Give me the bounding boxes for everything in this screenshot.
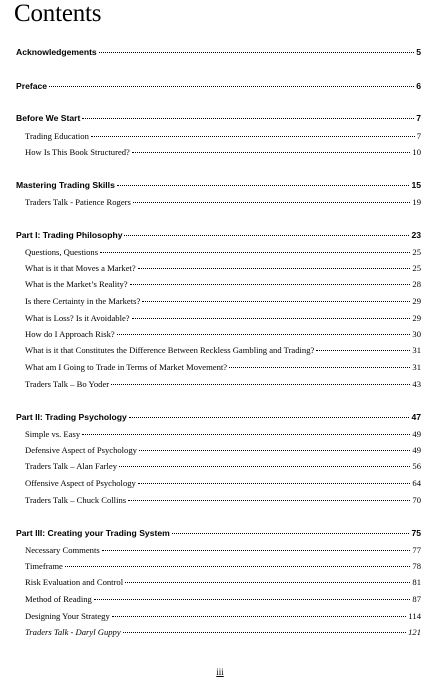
dot-leader [129, 417, 410, 418]
toc-entry[interactable] [25, 429, 421, 439]
toc-entry-page: 5 [416, 47, 421, 57]
toc-entry-page: 87 [412, 594, 421, 604]
dot-leader [125, 582, 410, 583]
toc-entry[interactable] [25, 445, 421, 455]
dot-leader [124, 235, 409, 236]
toc-entry[interactable] [25, 147, 421, 157]
dot-leader [82, 434, 410, 435]
toc-entry[interactable] [16, 180, 421, 190]
toc-entry-label: Part III: Creating your Trading System [16, 528, 170, 538]
toc-entry-page: 25 [412, 263, 421, 273]
dot-leader [112, 616, 407, 617]
toc-entry-label: Part I: Trading Philosophy [16, 230, 123, 240]
toc-entry-page: 23 [411, 230, 421, 240]
toc-entry-label: Preface [16, 81, 48, 91]
dot-leader [91, 136, 415, 137]
page-number: iii [216, 667, 224, 677]
toc-entry-page: 70 [412, 495, 421, 505]
toc-entry-page: 31 [412, 362, 421, 372]
toc-entry[interactable] [25, 345, 421, 355]
toc-entry-page: 81 [412, 577, 421, 587]
toc-entry-label: Designing Your Strategy [25, 611, 110, 621]
toc-entry-label: Necessary Comments [25, 545, 100, 555]
toc-entry-label: Trading Education [25, 131, 89, 141]
toc-entry-page: 30 [412, 329, 421, 339]
toc-entry-page: 7 [416, 113, 421, 123]
toc-entry-page: 31 [412, 345, 421, 355]
toc-entry-page: 7 [416, 131, 421, 141]
toc-entry[interactable] [25, 545, 421, 555]
dot-leader [102, 550, 411, 551]
toc-entry-label: Traders Talk – Alan Farley [25, 461, 118, 471]
toc-entry[interactable] [25, 263, 421, 273]
toc-entry[interactable] [25, 247, 421, 257]
dot-leader [82, 118, 414, 119]
dot-leader [123, 632, 406, 633]
toc-entry-label: Traders Talk - Patience Rogers [25, 197, 131, 207]
toc-entry[interactable] [25, 296, 421, 306]
toc-entry-label: Traders Talk – Bo Yoder [25, 379, 110, 389]
dot-leader [132, 318, 411, 319]
dot-leader [138, 268, 411, 269]
toc-entry[interactable] [16, 81, 421, 91]
toc-entry-page: 78 [412, 561, 421, 571]
toc-entry-page: 49 [412, 429, 421, 439]
toc-entry-label: Traders Talk - Daryl Guppy [25, 627, 121, 637]
toc-entry-page: 15 [411, 180, 421, 190]
toc-entry-label: Traders Talk – Chuck Collins [25, 495, 127, 505]
toc-entry-page: 114 [408, 611, 421, 621]
toc-entry[interactable] [16, 412, 421, 422]
toc-entry-label: Defensive Aspect of Psychology [25, 445, 137, 455]
toc-entry[interactable] [16, 47, 421, 57]
toc-entry-page: 49 [412, 445, 421, 455]
toc-entry-page: 77 [412, 545, 421, 555]
toc-entry-label: Questions, Questions [25, 247, 99, 257]
toc-entry[interactable] [25, 279, 421, 289]
toc-entry-label: What is it that Moves a Market? [25, 263, 136, 273]
toc-entry-page: 64 [412, 478, 421, 488]
toc-entry[interactable] [25, 577, 421, 587]
toc-entry[interactable] [25, 131, 421, 141]
dot-leader [94, 599, 411, 600]
toc-entry[interactable] [16, 528, 421, 538]
dot-leader [138, 483, 411, 484]
toc-entry-page: 29 [412, 296, 421, 306]
toc-entry[interactable] [25, 329, 421, 339]
dot-leader [172, 533, 410, 534]
dot-leader [65, 566, 411, 567]
toc-entry-page: 47 [411, 412, 421, 422]
page-title: Contents [14, 0, 102, 27]
toc-entry-page: 28 [412, 279, 421, 289]
toc-entry[interactable] [25, 197, 421, 207]
toc-entry-label: Part II: Trading Psychology [16, 412, 127, 422]
dot-leader [100, 252, 410, 253]
dot-leader [49, 86, 414, 87]
toc-entry-label: What am I Going to Trade in Terms of Market Movement? [25, 362, 228, 372]
toc-entry-label: Simple vs. Easy [25, 429, 81, 439]
dot-leader [142, 301, 410, 302]
dot-leader [128, 500, 410, 501]
dot-leader [139, 450, 410, 451]
dot-leader [132, 152, 411, 153]
toc-entry-label: Timeframe [25, 561, 63, 571]
toc-entry-page: 10 [412, 147, 421, 157]
dot-leader [316, 350, 410, 351]
toc-entry[interactable] [25, 313, 421, 323]
toc-entry-label: Method of Reading [25, 594, 92, 604]
toc-entry[interactable] [25, 561, 421, 571]
toc-entry[interactable] [25, 379, 421, 389]
toc-entry-label: How Is This Book Structured? [25, 147, 130, 157]
dot-leader [99, 52, 415, 53]
toc-entry-label: Mastering Trading Skills [16, 180, 115, 190]
toc-entry-page: 29 [412, 313, 421, 323]
toc-entry-label: Before We Start [16, 113, 81, 123]
toc-entry[interactable] [25, 611, 421, 621]
toc-entry-label: Is there Certainty in the Markets? [25, 296, 141, 306]
dot-leader [111, 384, 410, 385]
dot-leader [117, 334, 411, 335]
toc-entry-page: 75 [411, 528, 421, 538]
toc-entry[interactable] [25, 461, 421, 471]
dot-leader [133, 202, 411, 203]
toc-entry[interactable] [25, 495, 421, 505]
dot-leader [229, 367, 410, 368]
toc-entry-label: Acknowledgements [16, 47, 97, 57]
toc-entry-page: 56 [412, 461, 421, 471]
toc-entry-label: Risk Evaluation and Control [25, 577, 124, 587]
dot-leader [119, 466, 410, 467]
toc-entry-page: 121 [408, 627, 421, 637]
toc-entry-page: 25 [412, 247, 421, 257]
toc-entry[interactable] [25, 627, 421, 637]
toc-entry[interactable] [16, 230, 421, 240]
toc-entry-page: 19 [412, 197, 421, 207]
toc-entry[interactable] [25, 478, 421, 488]
toc-entry-label: Offensive Aspect of Psychology [25, 478, 136, 488]
toc-entry-label: How do I Approach Risk? [25, 329, 115, 339]
toc-entry[interactable] [25, 594, 421, 604]
toc-entry-label: What is it that Constitutes the Difference Between Reckless Gambling and Trading? [25, 345, 315, 355]
toc-entry-page: 6 [416, 81, 421, 91]
toc-entry[interactable] [16, 113, 421, 123]
toc-entry-label: What is Loss? Is it Avoidable? [25, 313, 130, 323]
toc-entry[interactable] [25, 362, 421, 372]
dot-leader [117, 185, 410, 186]
dot-leader [130, 284, 411, 285]
toc-entry-label: What is the Market’s Reality? [25, 279, 128, 289]
toc-entry-page: 43 [412, 379, 421, 389]
